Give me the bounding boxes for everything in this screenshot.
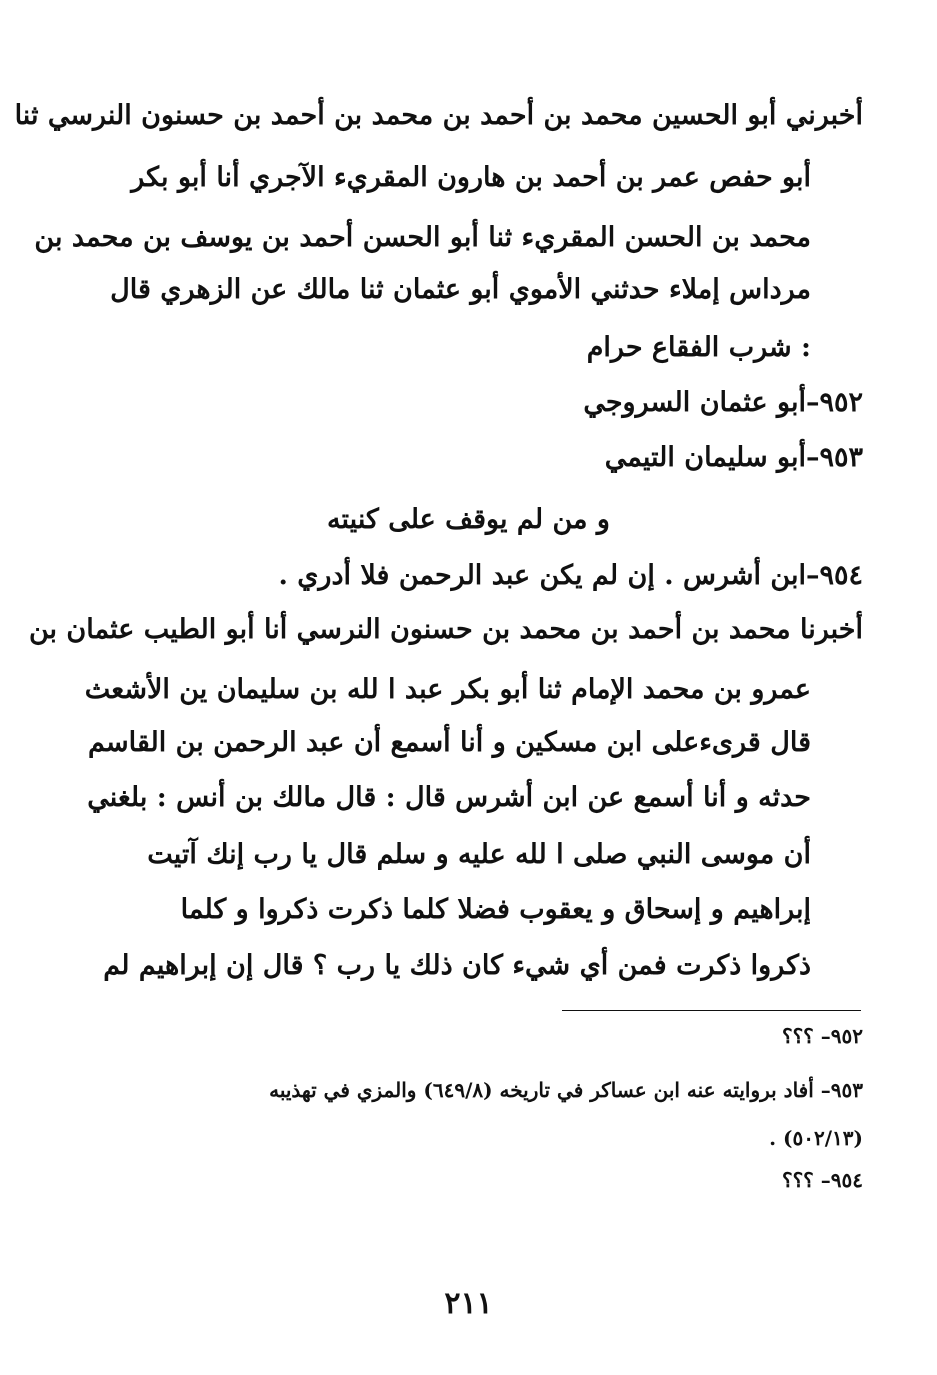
body-line: إبراهيم و إسحاق و يعقوب فضلا كلما ذكرت ذكروا و كلما xyxy=(180,894,811,925)
body-line: : شرب الفقاع حرام xyxy=(586,332,811,363)
body-line: حدثه و أنا أسمع عن ابن أشرس قال : قال مالك بن أنس : بلغني xyxy=(87,782,811,813)
body-line: عمرو بن محمد الإمام ثنا أبو بكر عبد ا لله بن سليمان ين الأشعث xyxy=(84,674,811,705)
footnote-954: ٩٥٤– ؟؟؟ xyxy=(781,1168,863,1192)
footnote-953: ٩٥٣– أفاد بروايته عنه ابن عساكر في تاريخه (٦٤٩/٨) والمزي في تهذيبه xyxy=(269,1078,863,1102)
body-line: أن موسى النبي صلى ا لله عليه و سلم قال يا رب إنك آتيت xyxy=(147,839,811,870)
body-line: مرداس إملاء حدثني الأموي أبو عثمان ثنا مالك عن الزهري قال xyxy=(110,274,811,305)
footnote-separator xyxy=(562,1010,861,1011)
section-heading: و من لم يوقف على كنيته xyxy=(327,504,610,535)
entry-953: ٩٥٣–أبو سليمان التيمي xyxy=(604,442,863,473)
body-line: أخبرني أبو الحسين محمد بن أحمد بن محمد بن أحمد بن حسنون النرسي ثنا xyxy=(14,100,863,131)
body-line: ذكروا ذكرت فمن أي شيء كان ذلك يا رب ؟ قال إن إبراهيم لم xyxy=(103,950,811,981)
entry-954: ٩٥٤–ابن أشرس . إن لم يكن عبد الرحمن فلا أدري . xyxy=(278,560,863,591)
body-line: قال قرىءعلى ابن مسكين و أنا أسمع أن عبد الرحمن بن القاسم xyxy=(88,727,811,758)
footnote-952: ٩٥٢– ؟؟؟ xyxy=(781,1024,863,1048)
entry-952: ٩٥٢–أبو عثمان السروجي xyxy=(583,387,863,418)
footnote-953-continued: (٥٠٢/١٣) . xyxy=(769,1126,863,1150)
body-line: أبو حفص عمر بن أحمد بن هارون المقريء الآجري أنا أبو بكر xyxy=(131,162,811,193)
body-line: أخبرنا محمد بن أحمد بن محمد بن حسنون النرسي أنا أبو الطيب عثمان بن xyxy=(28,614,863,645)
body-line: محمد بن الحسن المقريء ثنا أبو الحسن أحمد بن يوسف بن محمد بن xyxy=(34,222,811,253)
page-number: ٢١١ xyxy=(444,1286,493,1321)
